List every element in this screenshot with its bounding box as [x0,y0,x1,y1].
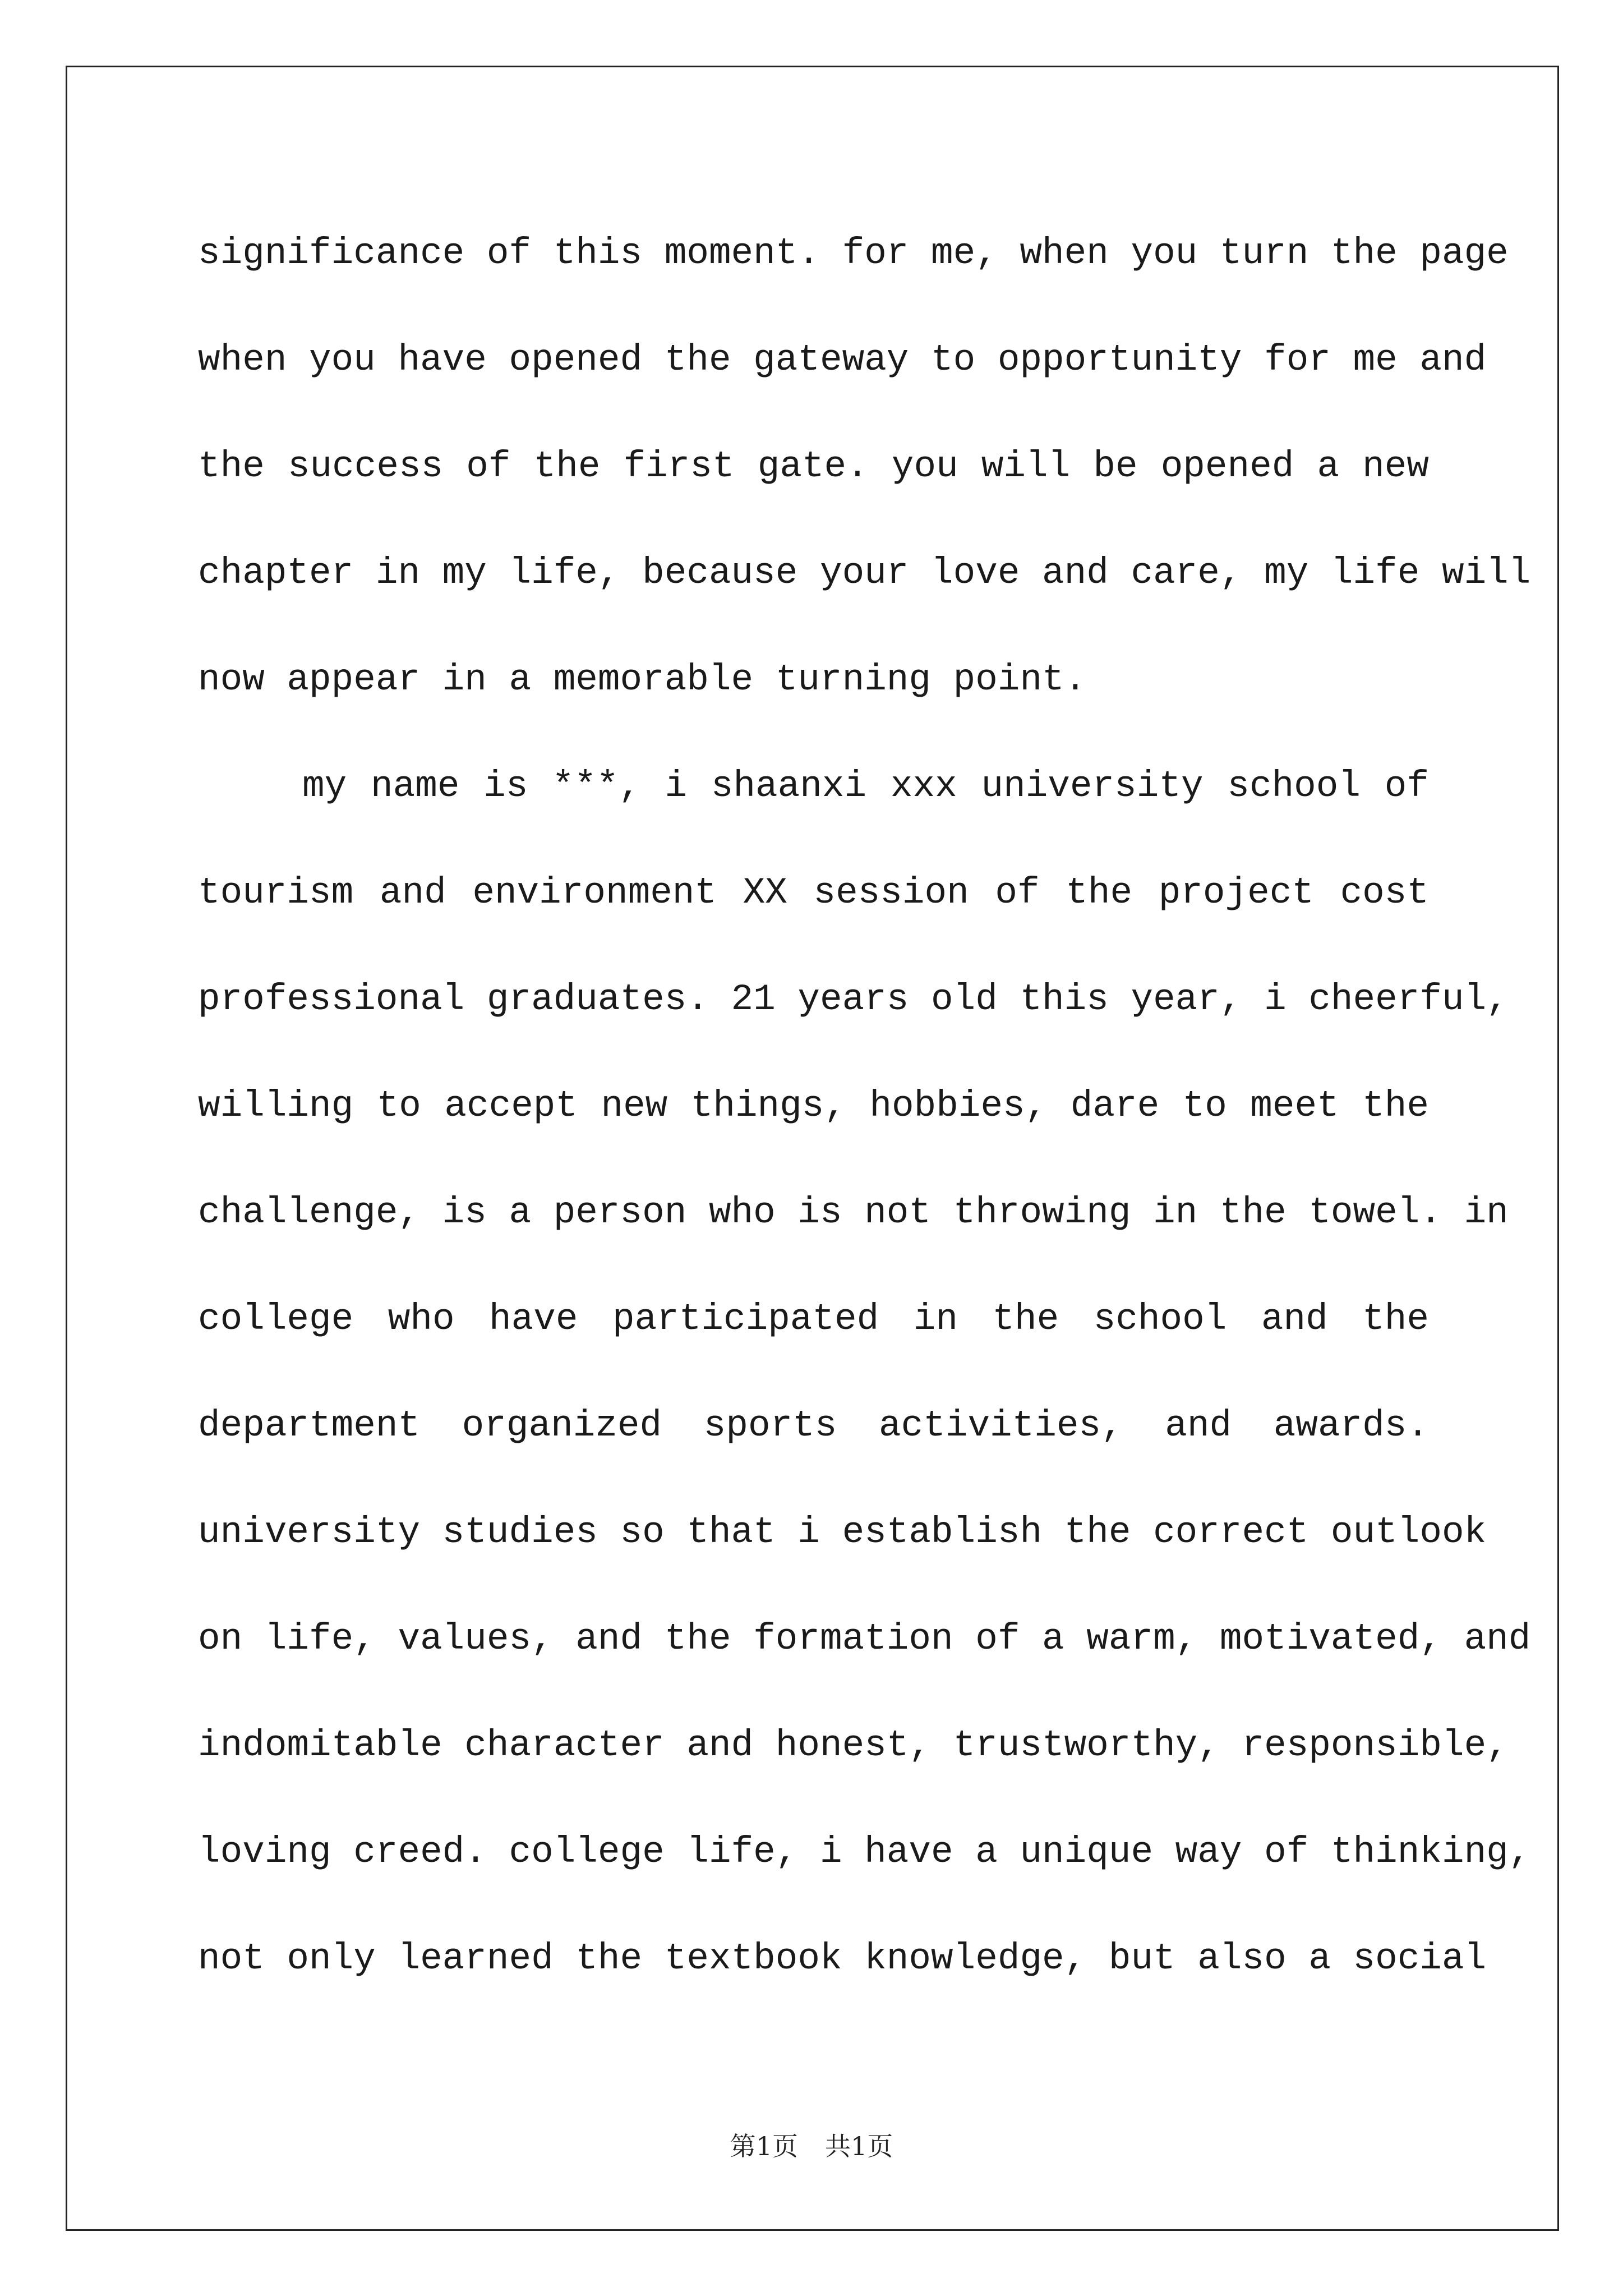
text-line: college who have participated in the school and the [198,1298,1429,1340]
text-line: department organized sports activities, and awards. [198,1405,1429,1447]
text-line: now appear in a memorable turning point. [198,659,1087,701]
text-line: the success of the first gate. you will be opened a new [198,445,1429,487]
text-line: when you have opened the gateway to opportunity for me and [198,339,1487,381]
text-line: on life, values, and the formation of a warm, motivated, and [198,1618,1531,1660]
text-line: indomitable character and honest, trustworthy, responsible, [198,1724,1509,1766]
text-line: loving creed. college life, i have a unique way of thinking, [198,1831,1531,1873]
document-body [198,220,1531,2032]
total-pages: 共1页 [825,2131,893,2161]
text-line: my name is ***, i shaanxi xxx university school of [302,765,1429,807]
page-footer [0,2126,1623,2163]
text-line: significance of this moment. for me, when you turn the page [198,232,1509,274]
text-line: university studies so that i establish the correct outlook [198,1511,1487,1553]
text-line: challenge, is a person who is not throwing in the towel. in [198,1191,1509,1234]
text-line: not only learned the textbook knowledge, but also a social [198,1938,1487,1980]
text-line: chapter in my life, because your love and care, my life will [198,552,1531,594]
text-line: willing to accept new things, hobbies, dare to meet the [198,1085,1429,1127]
text-line: tourism and environment XX session of the project cost [198,872,1429,914]
page-number: 第1页 [730,2131,798,2161]
text-line: professional graduates. 21 years old this year, i cheerful, [198,978,1509,1020]
